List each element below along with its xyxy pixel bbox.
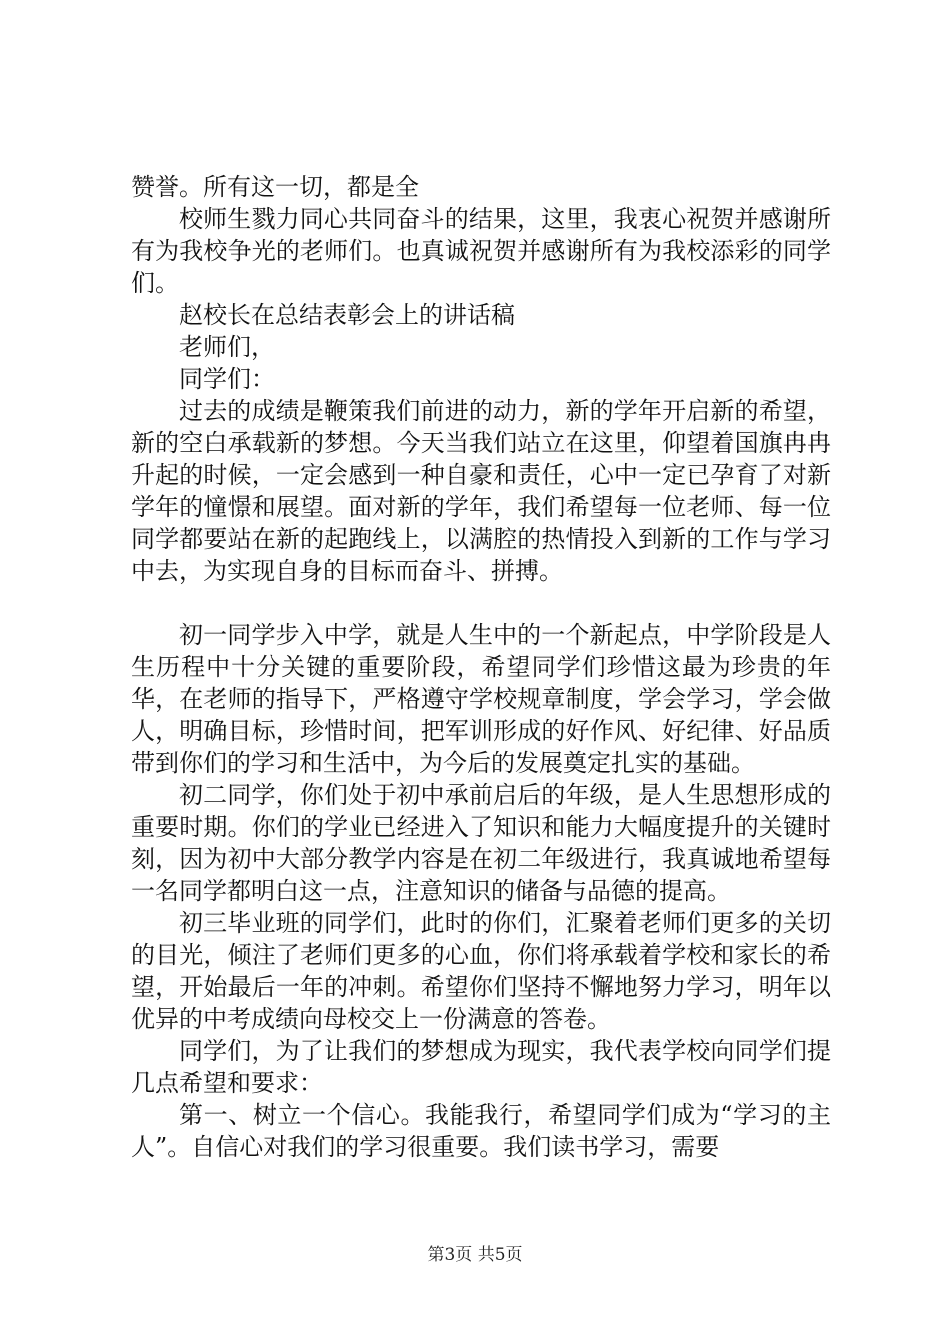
paragraph-gap [131, 587, 831, 619]
paragraph-1: 赞誉。所有这一切，都是全 [131, 173, 419, 201]
paragraph-grade-two: 初二同学，你们处于初中承前启后的年级，是人生思想形成的重要时期。你们的学业已经进入了知识和能力大幅度提升的关键时刻，因为初中大部分教学内容是在初二年级进行，我真诚地希望每一名同学都明白这一点，注意知识的储备与品德的提高。 [131, 781, 831, 905]
paragraph-grade-one: 初一同学步入中学，就是人生中的一个新起点，中学阶段是人生历程中十分关键的重要阶段，希望同学们珍惜这最为珍贵的年华，在老师的指导下，严格遵守学校规章制度，学会学习，学会做人，明确目标，珍惜时间，把军训形成的好作风、好纪律、好品质带到你们的学习和生活中，为今后的发展奠定扎实的基础。 [131, 621, 831, 777]
document-body [131, 171, 831, 1163]
salutation-teachers: 老师们， [179, 333, 275, 361]
paragraph-grade-three: 初三毕业班的同学们，此时的你们，汇聚着老师们更多的关切的目光，倾注了老师们更多的心血，你们将承载着学校和家长的希望，开始最后一年的冲刺。希望你们坚持不懈地努力学习，明年以优异的中考成绩向母校交上一份满意的答卷。 [131, 909, 831, 1033]
page-number-footer: 第3页 共5页 [427, 1245, 523, 1265]
paragraph-requirements: 同学们，为了让我们的梦想成为现实，我代表学校向同学们提几点希望和要求： [131, 1037, 831, 1097]
salutation-students: 同学们： [179, 365, 275, 393]
paragraph-new-year: 过去的成绩是鞭策我们前进的动力，新的学年开启新的希望，新的空白承载新的梦想。今天当我们站立在这里，仰望着国旗冉冉升起的时候，一定会感到一种自豪和责任，心中一定已孕育了对新学年的憧憬和展望。面对新的学年，我们希望每一位老师、每一位同学都要站在新的起跑线上，以满腔的热情投入到新的工作与学习中去，为实现自身的目标而奋斗、拼搏。 [131, 397, 831, 585]
paragraph-first-point: 第一、树立一个信心。我能我行，希望同学们成为“学习的主人”。自信心对我们的学习很重要。我们读书学习，需要 [131, 1101, 831, 1161]
paragraph-2: 校师生戮力同心共同奋斗的结果，这里，我衷心祝贺并感谢所有为我校争光的老师们。也真诚祝贺并感谢所有为我校添彩的同学们。 [131, 205, 831, 297]
speech-title: 赵校长在总结表彰会上的讲话稿 [179, 301, 515, 329]
